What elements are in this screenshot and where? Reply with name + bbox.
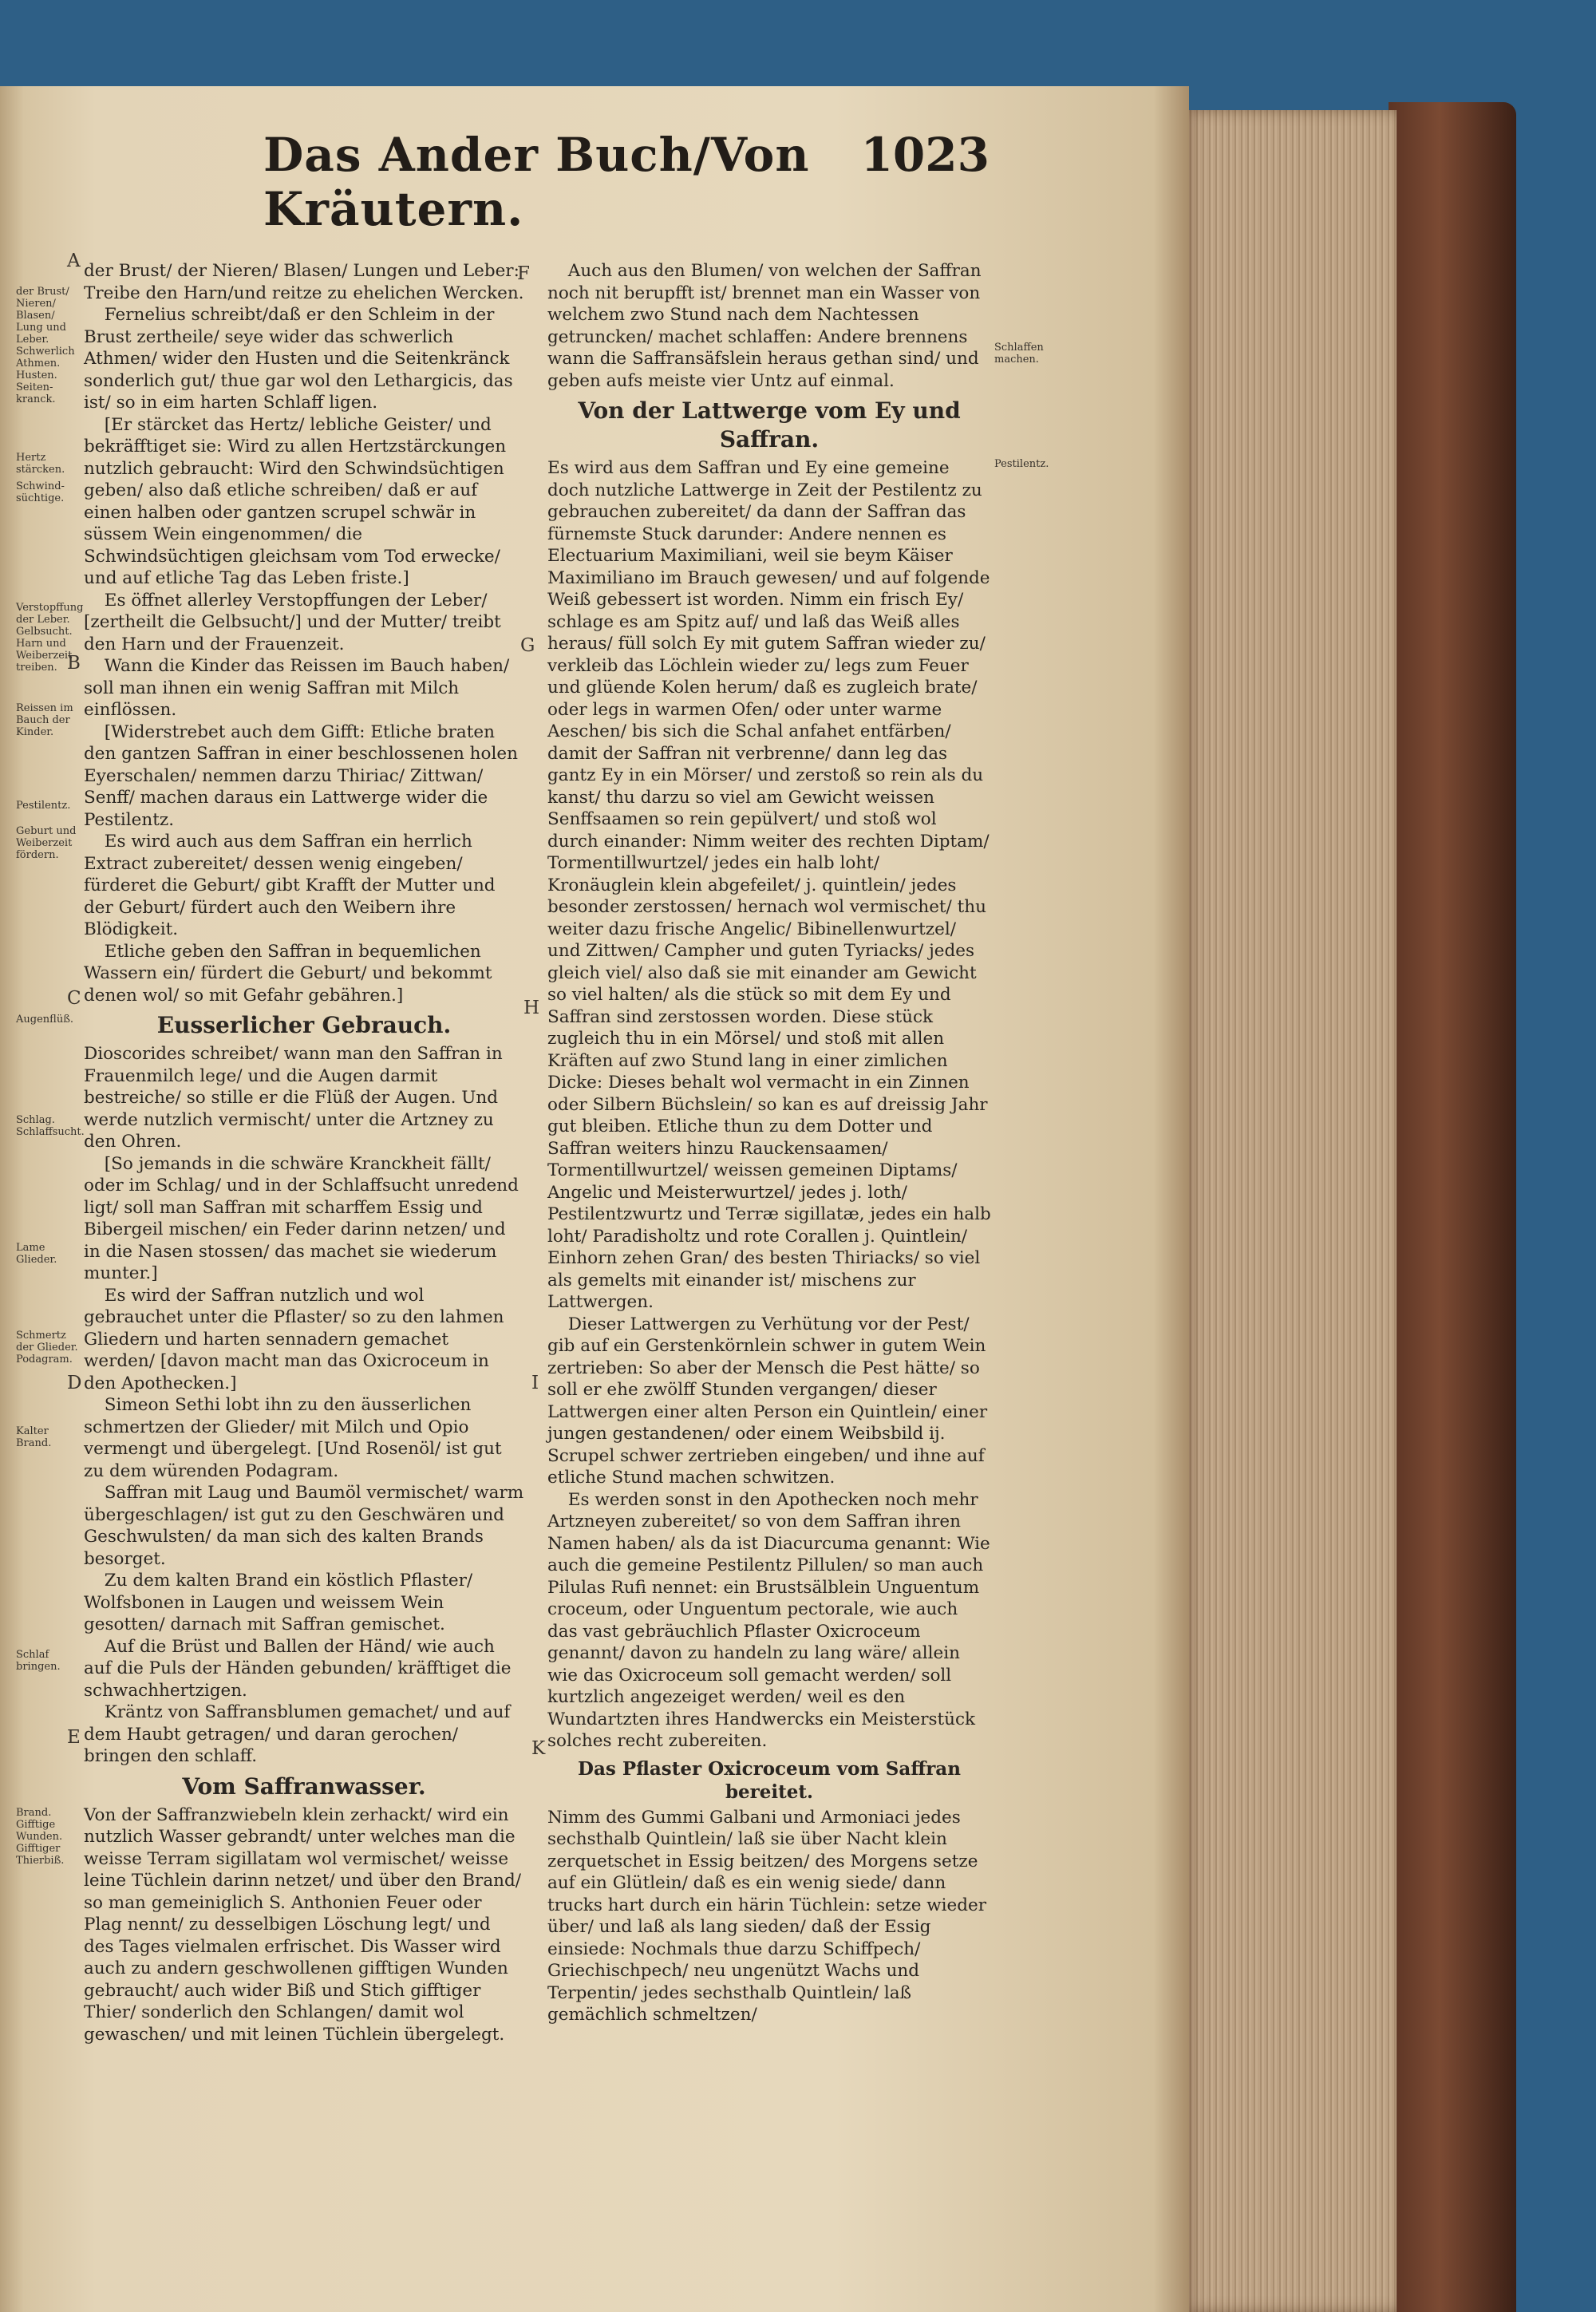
margin-note: Schmertz der Glieder. Podagram. xyxy=(16,1330,78,1365)
margin-note: Brand. Gifftige Wunden. Gifftiger Thierbiß. xyxy=(16,1807,65,1867)
margin-note: Lame Glieder. xyxy=(16,1242,57,1266)
paragraph: Wann die Kinder das Reissen im Bauch haben/ soll man ihnen ein wenig Saffran mit Milch einflössen. xyxy=(84,656,510,720)
paragraph: Dieser Lattwergen zu Verhütung vor der Pest/ gib auf ein Gerstenkörnlein schwer in gutem Wein zertrieben: So aber der Mensch die Pest hätte/ so soll er ehe zwölff Stunden vergangen/ dieser Lattwergen einer alten Person ein Quintlein/ einer jungen gestandenen/ oder einem Weibsbild ij. Scrupel schwer zertrieben eingeben/ und ihne auf etliche Stund machen schwitzen. xyxy=(547,1314,988,1488)
margin-note: Kalter Brand. xyxy=(16,1425,52,1449)
page-number: 1023 xyxy=(860,128,990,182)
paragraph: Nimm des Gummi Galbani und Armoniaci jedes sechsthalb Quintlein/ laß sie über Nacht klein zerquetschet in Essig beitzen/ des Morgens setze auf ein Glütlein/ daß es ein wenig siede/ dann trucks hart durch ein härin Tüchlein: setze wieder über/ und laß als lang sieden/ daß der Essig einsiede: Nochmals thue darzu Schiffpech/ Griechischpech/ neu ungenützt Wachs und Terpentin/ jedes sechsthalb Quintlein/ laß gemächlich schmeltzen/ xyxy=(547,1807,987,2025)
margin-note: Geburt und Weiberzeit fördern. xyxy=(16,825,77,861)
running-header xyxy=(263,128,990,236)
section-letter-g: G xyxy=(520,635,535,656)
section-letter-i: I xyxy=(531,1373,539,1393)
margin-note: der Brust/ Nieren/ Blasen/ Lung und Leber. Schwerlich Athmen. Husten. Seiten-kranck. xyxy=(16,286,75,405)
paragraph: Es wird aus dem Saffran und Ey eine gemeine doch nutzliche Lattwerge in Zeit der Pestilentz zu gebrauchen zubereitet/ da dann der Saffran das fürnemste Stuck darunder: Andere nennen es Electuarium Maximiliani, weil sie beym Käiser Maximiliano im Brauch gewesen/ und auf folgende Weiß gebessert ist worden. Nimm ein frisch Ey/ schlage es am Spitz auf/ und laß das Weiß alles heraus/ füll solch Ey mit gutem Saffran wieder zu/ verkleib das Löchlein wieder zu/ legs zum Feuer und glüende Kolen herum/ daß es zugleich brate/ oder legs in warmen Ofen/ oder unter warme Aeschen/ bis sich die Schal anfahet entfärben/ damit der Saffran nit verbrenne/ dann leg das gantz Ey in ein Mörser/ und zerstoß so rein als du kanst/ thu darzu so viel am Gewicht weissen Senffsaamen so rein gepülvert/ und stoß wol durch einander: Nimm weiter des rechten Diptam/ Tormentillwurtzel/ jedes ein halb loht/ Kronäuglein klein abgefeilet/ j. quintlein/ jedes besonder zerstossen/ hernach wol vermischet/ thu weiter dazu frische Angelic/ Bibinellenwurtzel/ und Zittwen/ Campher und guten Tyriacks/ jedes gleich viel/ also daß sie mit einander am Gewicht so viel halten/ als die stück so mit dem Ey und Saffran sind zerstossen worden. Diese stück zugleich thu in ein Mörsel/ und stoß mit allen Kräften auf zwo Stund lang in einer zimlichen Dicke: Dieses behalt wol vermacht in ein Zinnen oder Silbern Büchslein/ so kan es auf dreissig Jahr gut bleiben. Etliche thun zu dem Dotter und Saffran weiters hinzu Rauckensaamen/ Tormentillwurtzel/ weissen gemeinen Diptams/ Angelic und Meisterwurtzel/ jedes j. loth/ Pestilentzwurtz und Terræ sigillatæ, jedes ein halb loht/ Paradisholtz und rote Corallen j. Quintlein/ Einhorn zehen Gran/ des besten Thiriacks/ so viel als gemelts mit einander ist/ mischens zur Lattwergen. xyxy=(547,458,991,1312)
right-column xyxy=(547,260,991,2026)
paragraph: Es wird auch aus dem Saffran ein herrlich Extract zubereitet/ dessen wenig eingeben/ fürderet die Geburt/ gibt Krafft der Mutter und der Geburt/ fürdert auch den Weibern ihre Blödigkeit. xyxy=(84,832,496,939)
book-cover xyxy=(1389,102,1516,2312)
margin-note: Schlaffen machen. xyxy=(994,342,1044,366)
section-letter-d: D xyxy=(67,1373,82,1393)
section-letter-e: E xyxy=(67,1727,81,1748)
section-letter-h: H xyxy=(523,998,540,1018)
paragraph: Von der Saffranzwiebeln klein zerhackt/ wird ein nutzlich Wasser gebrandt/ unter welches man die weisse Terram sigillatam wol vermischet/ weisse leine Tüchlein darinn netzet/ und über den Brand/ so man gemeiniglich S. Anthonien Feuer oder Plag nennt/ zu desselbigen Löschung legt/ und des Tages vielmalen erfrischet. Dis Wasser wird auch zu andern geschwollenen gifftigen Wunden gebraucht/ auch wider Biß und Stich gifftiger Thier/ sonderlich den Schlangen/ damit wol gewaschen/ und mit leinen Tüchlein übergelegt. xyxy=(84,1804,522,2045)
paragraph: der Brust/ der Nieren/ Blasen/ Lungen und Leber: Treibe den Harn/und reitze zu ehelichen Wercken. xyxy=(84,261,524,303)
paragraph: Fernelius schreibt/daß er den Schleim in der Brust zertheile/ seye wider das schwerlich Athmen/ wider den Husten und die Seitenkränck sonderlich gut/ thue gar wol den Lethargicis, das ist/ so in eim harten Schlaff ligen. xyxy=(84,305,513,413)
paragraph: Dioscorides schreibet/ wann man den Saffran in Frauenmilch lege/ und die Augen darmit bestreiche/ so stille er die Flüß der Augen. Und werde nutzlich vermischt/ unter die Artzney zu den Ohren. xyxy=(84,1044,503,1152)
paragraph: Saffran mit Laug und Baumöl vermischet/ warm übergeschlagen/ ist gut zu den Geschwären und Geschwulsten/ da man sich des kalten Brands besorget. xyxy=(84,1483,524,1569)
margin-note: Hertz stärcken. xyxy=(16,452,65,476)
section-heading: Vom Saffranwasser. xyxy=(182,1773,426,1800)
page-edges xyxy=(1181,110,1396,2312)
paragraph: Auch aus den Blumen/ von welchen der Saffran noch nit berupfft ist/ brennet man ein Wasser von welchem zwo Stund nach dem Nachtessen getruncken/ machet schlaffen: Andere brennens wann die Saffransäfslein heraus gethan sind/ und geben aufs meiste vier Untz auf einmal. xyxy=(547,261,982,391)
paragraph: Es wird der Saffran nutzlich und wol gebrauchet unter die Pflaster/ so zu den lahmen Gliedern und harten sennadern gemachet werden/ [davon macht man das Oxicroceum in den Apothecken.] xyxy=(84,1285,504,1393)
section-heading: Von der Lattwerge vom Ey und Saffran. xyxy=(578,397,961,453)
paragraph: [Er stärcket das Hertz/ lebliche Geister/ und bekräfftiget sie: Wird zu allen Hertzstärckungen nutzlich gebraucht: Wird den Schwindsüchtigen geben/ also daß etliche schreiben/ daß er auf einen halben oder gantzen scrupel schwär in süssem Wein eingenommen/ die Schwindsüchtigen gleichsam vom Tod erwecke/ und auf etliche Tag das Leben friste.] xyxy=(84,414,507,588)
margin-note: Pestilentz. xyxy=(16,800,71,812)
margin-note: Verstopffung der Leber. Gelbsucht. Harn und Weiberzeit treiben. xyxy=(16,602,84,674)
margin-note: Schlaf bringen. xyxy=(16,1649,61,1673)
paragraph: Auf die Brüst und Ballen der Händ/ wie auch auf die Puls der Händen gebunden/ kräfftiget die schwachhertzigen. xyxy=(84,1636,512,1701)
margin-note: Pestilentz. xyxy=(994,458,1049,470)
page-title: Das Ander Buch/Von Kräutern. xyxy=(263,128,810,236)
section-letter-b: B xyxy=(67,653,81,674)
section-heading: Eusserlicher Gebrauch. xyxy=(156,1012,452,1038)
section-letter-a: A xyxy=(67,251,81,271)
left-column xyxy=(84,260,524,2045)
margin-note: Schlag. Schlaffsucht. xyxy=(16,1114,85,1138)
paragraph: Es werden sonst in den Apothecken noch mehr Artzneyen zubereitet/ so von dem Saffran ihren Namen haben/ als da ist Diacurcuma genannt: Wie auch die gemeine Pestilentz Pillulen/ so man auch Pilulas Rufi nennet: ein Brustsälblein Unguentum croceum, oder Unguentum pectorale, wie auch das vast gebräuchlich Pflaster Oxicroceum genannt/ davon zu handeln zu lang wäre/ allein wie das Oxicroceum soll gemacht werden/ soll kurtzlich angezeiget werden/ weil es den Wundartzten ihres Handwercks ein Meisterstück solches recht zubereiten. xyxy=(547,1489,990,1751)
margin-note: Schwind-süchtige. xyxy=(16,480,65,504)
section-letter-f: F xyxy=(517,263,530,284)
paragraph: Kräntz von Saffransblumen gemachet/ und auf dem Haubt getragen/ und daran gerochen/ bringen den schlaff. xyxy=(84,1702,511,1766)
section-heading: Das Pflaster Oxicroceum vom Saffran bereitet. xyxy=(578,1757,961,1803)
paragraph: Zu dem kalten Brand ein köstlich Pflaster/ Wolfsbonen in Laugen und weissem Wein gesotten/ darnach mit Saffran gemischet. xyxy=(84,1571,473,1634)
paragraph: Es öffnet allerley Verstopffungen der Leber/ [zertheilt die Gelbsucht/] und der Mutter/ treibt den Harn und der Frauenzeit. xyxy=(84,590,501,654)
margin-note: Augenflüß. xyxy=(16,1014,74,1026)
paragraph: Etliche geben den Saffran in bequemlichen Wassern ein/ fürdert die Geburt/ und bekommt denen wol/ so mit Gefahr gebähren.] xyxy=(84,941,492,1006)
section-letter-k: K xyxy=(531,1738,546,1759)
margin-note: Reissen im Bauch der Kinder. xyxy=(16,702,73,738)
paragraph: Simeon Sethi lobt ihn zu den äusserlichen schmertzen der Glieder/ mit Milch und Opio vermengt und übergelegt. [Und Rosenöl/ ist gut zu dem würenden Podagram. xyxy=(84,1395,502,1481)
paragraph: [Widerstrebet auch dem Gifft: Etliche braten den gantzen Saffran in einer beschlossenen holen Eyerschalen/ nemmen darzu Thiriac/ Zittwan/ Senff/ machen daraus ein Lattwerge wider die Pestilentz. xyxy=(84,721,518,830)
paragraph: [So jemands in die schwäre Kranckheit fällt/ oder im Schlag/ und in der Schlaffsucht unredend ligt/ soll man Saffran mit scharffem Essig und Bibergeil mischen/ ein Feder darinn netzen/ und in die Nasen stossen/ das machet sie wiederum munter.] xyxy=(84,1153,519,1283)
section-letter-c: C xyxy=(67,988,81,1009)
